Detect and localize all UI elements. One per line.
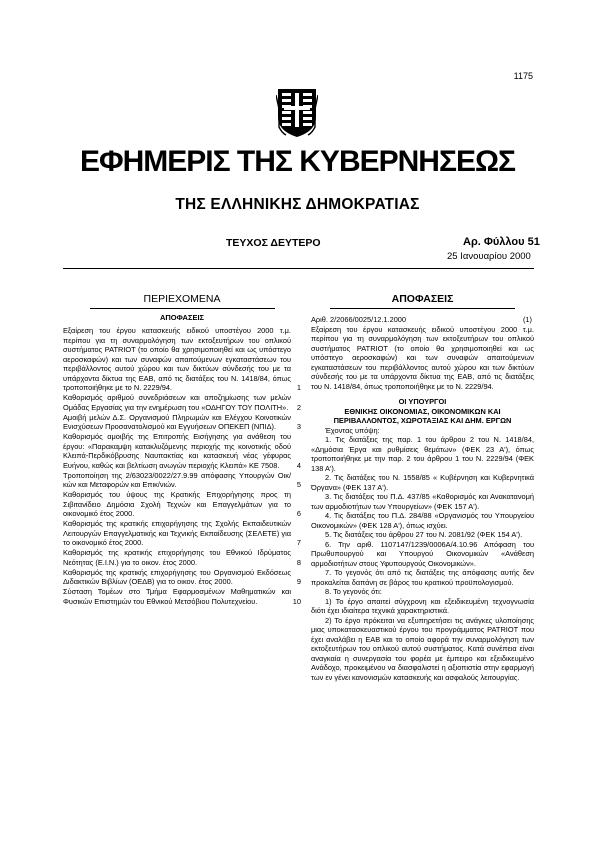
toc-entry-text: Τροποποίηση της 2/63023/0022/27.9.99 απόφασης Υπουργών Οικ/κών και Μεταφορών και Επικ/νιών. bbox=[63, 470, 291, 489]
greek-coat-of-arms-emblem bbox=[276, 87, 318, 139]
gazette-subtitle: ΤΗΣ ΕΛΛΗΝΙΚΗΣ ΔΗΜΟΚΡΑΤΙΑΣ bbox=[175, 196, 420, 213]
toc-entry[interactable] bbox=[63, 587, 301, 606]
toc-heading-rule bbox=[90, 308, 275, 309]
decision-paragraph: 2. Τις διατάξεις του Ν. 1558/85 « Κυβέρνηση και Κυβερνητικά Όργανα» (ΦΕΚ 137 Α'). bbox=[311, 473, 534, 492]
issue-sheet-number: Αρ. Φύλλου 51 bbox=[463, 236, 540, 248]
toc-entry-page: 6 bbox=[296, 509, 301, 518]
decision-paragraph: 1. Τις διατάξεις της παρ. 1 του άρθρου 2 του Ν. 1418/84, «Δημόσια Έργα και ρυθμίσεις θεμάτων» (ΦΕΚ 23 Α'), όπως τροποποιήθηκε με την παρ. 2 του άρθρου 1 του Ν. 2229/94 (ΦΕΚ 138 Α'). bbox=[311, 435, 534, 473]
decision-paragraph: 4. Τις διατάξεις του Π.Δ. 284/88 «Οργανισμός του Υπουργείου Οικονομικών» (ΦΕΚ 128 Α'), όπως ισχύει. bbox=[311, 511, 534, 530]
toc-entry[interactable] bbox=[63, 413, 301, 432]
toc-entry-text: Καθορισμός του ύψους της Κρατικής Επιχορήγησης προς τη Σιβιτανίδειο Δημόσια Σχολή Τεχνών και Επαγγελμάτων για το οικονομικό έτος 2000. bbox=[63, 490, 291, 518]
toc-entry-text: Καθορισμός αμοιβής της Επιτροπής Εισήγησης για ανάθεση του έργου: «Παρακαμψη κατακλυζόμενης περιοχής της κοινοτικής οδού Κλειπά-Περδικόβρυσης Ναυπακτίας και κατασκευή νέας γέφυρας Ευήνου, καθώς και βελτίωση ανωγών περιοχής Κλειπά» ΚΕ 7508. bbox=[63, 432, 291, 470]
toc-entry[interactable] bbox=[63, 568, 301, 587]
toc-entry-page: 2 bbox=[296, 402, 301, 412]
toc-entry[interactable] bbox=[63, 519, 301, 548]
decision-reference bbox=[311, 315, 534, 325]
decisions-heading: ΑΠΟΦΑΣΕΙΣ bbox=[391, 293, 454, 305]
decision-summary: Εξαίρεση του έργου κατασκευής ειδικού υποστέγου 2000 τ.μ. περίπου για τη συναρμολόγηση των εκτοξευτήρων του οπλικού συστήματος PATRIOT (το οποίο θα χρησιμοποιηθεί και ως υπόστεγο αεροσκαφών) και των συναφών απαιτούμενων εγκαταστάσεων του περιβάλλοντος αυτού χώρου και των δικτύων σύνδεσής του με τα υπάρχοντα δίκτυα της ΕΑΒ, από τις διατάξεις του Ν. 1418/84, όπως τροποποιήθηκε με το Ν. 2229/94. bbox=[311, 324, 534, 391]
toc-entry-page: 8 bbox=[296, 557, 301, 567]
toc-entry-text: Καθορισμός της κρατικής επιχορήγησης του Εθνικού Ιδρύματος Νεότητας (Ε.Ι.Ν.) για το οικον. έτος 2000. bbox=[63, 548, 291, 567]
decision-paragraph: 8. Το γεγονός ότι: bbox=[325, 587, 382, 596]
page-number: 1175 bbox=[513, 71, 533, 81]
decision-index: (1) bbox=[522, 315, 532, 324]
toc-entry[interactable] bbox=[63, 432, 301, 470]
decision-paragraph: 5. Τις διατάξεις του άρθρου 27 του Ν. 2081/92 (ΦΕΚ 154 Α'). bbox=[325, 530, 523, 539]
toc-entry[interactable] bbox=[63, 548, 301, 567]
decision-paragraph: 6. Την αριθ. 1107147/1239/0006Α/4.10.96 Απόφαση του Πρωθυπουργού και Υπουργού Οικονομικών «Ανάθεση αρμοδιοτήτων στους Υφυπουργούς Οικονομικών». bbox=[311, 539, 534, 568]
ministers-title: ΟΙ ΥΠΟΥΡΓΟΙ bbox=[398, 397, 447, 406]
toc-entry-page: 3 bbox=[296, 422, 301, 431]
toc-subheading: ΑΠΟΦΑΣΕΙΣ bbox=[159, 313, 205, 322]
toc-entry-text: Καθορισμός αριθμού συνεδριάσεων και αποζημίωσης των μελών Ομάδας Εργασίας για την ενημέρωση του «ΟΔΗΓΟΥ ΤΟΥ ΠΟΛΙΤΗ». bbox=[63, 393, 291, 412]
toc-entry-page: 1 bbox=[296, 383, 301, 392]
toc-heading: ΠΕΡΙΕΧΟΜΕΝΑ bbox=[143, 293, 221, 305]
ministers-subtitle-1: ΕΘΝΙΚΗΣ ΟΙΚΟΝΟΜΙΑΣ, ΟΙΚΟΝΟΜΙΚΩΝ ΚΑΙ bbox=[344, 406, 501, 416]
having-regard: Έχοντας υπόψη: bbox=[325, 425, 380, 435]
toc-entry-text: Σύσταση Τομέων στο Τμήμα Εφαρμοσμένων Μαθηματικών και Φυσικών Επιστημών του Εθνικού Μετσόβιου Πολυτεχνείου. bbox=[63, 587, 291, 606]
ministers-subtitle-2: ΠΕΡΙΒΑΛΛΟΝΤΟΣ, ΧΩΡΟΤΑΞΙΑΣ ΚΑΙ ΔΗΜ. ΕΡΓΩΝ bbox=[333, 416, 512, 425]
issue-series: ΤΕΥΧΟΣ ΔΕΥΤΕΡΟ bbox=[226, 237, 321, 249]
toc-entry[interactable] bbox=[63, 490, 301, 519]
masthead-divider bbox=[63, 268, 534, 269]
toc-entry-page: 7 bbox=[296, 538, 301, 547]
issue-date: 25 Ιανουαρίου 2000 bbox=[447, 251, 531, 262]
table-of-contents bbox=[63, 326, 301, 607]
toc-entry[interactable] bbox=[63, 393, 301, 412]
decision-paragraph: 2) Το έργο πρόκειται να εξυπηρετήσει τις ανάγκες υλοποίησης μιας υποκατασκευαστικού έργου του προγράμματος PATRIOT που έχει αναλάβει η ΕΑΒ και το οποίο αφορά την συναρμολόγηση των εκτοξευτήρων του οπλικού αυτού συστήματος. Κατά συνέπεια είναι αναγκαία η συνεργασία του φορέα με έμπειρο και εξειδικευμένο Ανάδοχο, προκειμένου να διασφαλιστεί η αξιοπιστία στην εφαρμογή των εν γένει κανονισμών κατασκευής και ασφαλούς λειτουργίας. bbox=[311, 615, 534, 682]
toc-entry-page: 5 bbox=[296, 480, 301, 489]
toc-entry-text: Αμοιβή μελών Δ.Σ. Οργανισμού Πληρωμών και Ελέγχου Κοινοτικών Ενισχύσεων Προσανατολισμού και Εγγυήσεων ΟΠΕΚΕΠ (ΝΠΙΔ). bbox=[63, 412, 291, 431]
decision-paragraph: 7. Το γεγονός ότι από τις διατάξεις της απόφασης αυτής δεν προκαλείται δαπάνη σε βάρος του κρατικού προϋπολογισμού. bbox=[311, 568, 534, 587]
decision-reference-number: Αριθ. 2/2066/0025/12.1.2000 bbox=[311, 315, 407, 324]
gazette-title: ΕΦΗΜΕΡΙΣ ΤΗΣ ΚΥΒΕΡΝΗΣΕΩΣ bbox=[79, 145, 516, 178]
toc-entry-text: Καθορισμός της κρατικής επιχορήγησης του Οργανισμού Εκδόσεως Διδακτικών Βιβλίων (ΟΕΔΒ) για το οικον. έτος 2000. bbox=[63, 567, 291, 586]
decision-paragraph: 1) Το έργο απαιτεί σύγχρονη και εξειδικευμένη τεχνογνωσία διότι έχει ιδιαίτερα τεχνικά χαρακτηριστικά. bbox=[311, 596, 534, 615]
toc-entry-page: 10 bbox=[292, 596, 301, 606]
toc-entry-page: 4 bbox=[296, 460, 301, 470]
decisions-column bbox=[311, 315, 534, 682]
toc-entry[interactable] bbox=[63, 326, 301, 393]
decision-paragraph: 3. Τις διατάξεις του Π.Δ. 437/85 «Καθορισμός και Ανακατανομή των αρμοδιοτήτων των Υπουργείων» (ΦΕΚ 157 Α'). bbox=[311, 492, 534, 511]
toc-entry-text: Καθορισμός της κρατικής επιχορήγησης της Σχολής Εκπαιδευτικών Λειτουργών Επαγγελματικής και Τεχνικής Εκπαίδευσης (ΣΕΛΕΤΕ) για το οικονομικό έτος 2000. bbox=[63, 519, 291, 547]
toc-entry-text: Εξαίρεση του έργου κατασκευής ειδικού υποστέγου 2000 τ.μ. περίπου για τη συναρμολόγηση των εκτοξευτήρων του οπλικού συστήματος PATRIOT (το οποίο θα χρησιμοποιηθεί και ως υπόστεγο αεροσκαφών) και των συναφών απαιτούμενων εγκαταστάσεων του περιβάλλοντος αυτού χώρου και των δικτύων σύνδεσής του με τα υπάρχοντα δίκτυα της ΕΑΒ, από τις διατάξεις του Ν. 1418/84, όπως τροποποιήθηκε με το Ν. 2229/94. bbox=[63, 326, 291, 392]
toc-entry-page: 9 bbox=[296, 577, 301, 586]
decisions-heading-rule bbox=[330, 308, 515, 309]
toc-entry[interactable] bbox=[63, 471, 301, 490]
